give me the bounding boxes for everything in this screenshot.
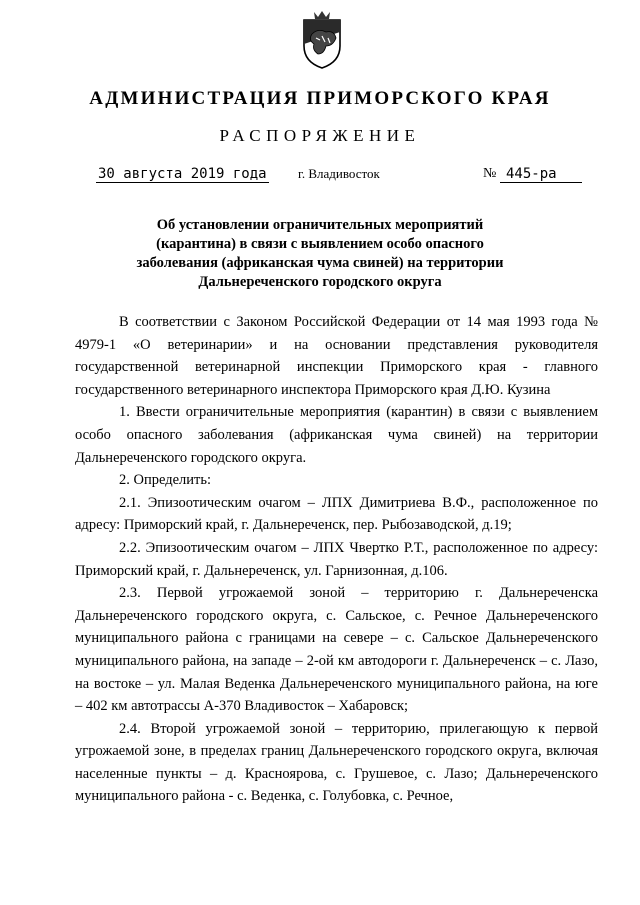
document-title: Об установлении ограничительных мероприятий (карантина) в связи с выявлением особо опасного заболевания (африканская чума свиней) на территории Дальнереченского городского округа [136,217,504,290]
document-date: 30 августа 2019 года [98,166,267,182]
paragraph-preamble: В соответствии с Законом Российской Федерации от 14 мая 1993 года № 4979-1 «О ветеринарии» и на основании представления руководителя государственной ветеринарной инспекции Приморского края - главного государственного ветеринарного инспектора Приморского края Д.Ю. Кузина [75,314,598,398]
paragraph-item-1: 1. Ввести ограничительные мероприятия (карантин) в связи с выявлением особо опасного заболевания (африканская чума свиней) на территории Дальнереченского городского округа. [75,404,598,466]
document-body [75,311,598,808]
paragraph-item-2-1: 2.1. Эпизоотическим очагом – ЛПХ Димитриева В.Ф., расположенное по адресу: Приморский край, г. Дальнереченск, пер. Рыбозаводской, д.19; [75,494,598,534]
paragraph-item-2-2: 2.2. Эпизоотическим очагом – ЛПХ Чвертко Р.Т., расположенное по адресу: Приморский край, г. Дальнереченск, ул. Гарнизонная, д.106. [75,539,598,579]
paragraph-item-2: 2. Определить: [119,472,212,489]
document-type: РАСПОРЯЖЕНИЕ [219,126,421,145]
document-number: 445-ра [500,166,582,183]
document-city: г. Владивосток [298,166,380,181]
organization-name: АДМИНИСТРАЦИЯ ПРИМОРСКОГО КРАЯ [89,88,551,109]
paragraph-item-2-4: 2.4. Второй угрожаемой зоной – территорию, прилегающую к первой угрожаемой зоне, в пределах границ Дальнереченского городского округа, включая населенные пункты – д. Красноярова, с. Грушевое, с. Лазо; Дальнереченского муниципального района - с. Веденка, с. Голубовка, с. Речное, [75,720,598,805]
document-number-label: № [483,166,497,181]
coat-of-arms-emblem [300,10,344,70]
paragraph-item-2-3: 2.3. Первой угрожаемой зоной – территорию г. Дальнереченска Дальнереченского городского округа, с. Сальское, с. Речное Дальнереченского муниципального района с границами на севере – с. Сальское Дальнереченского муниципального района, на западе – 2-ой км автодороги г. Дальнереченск – с. Лазо, на востоке – ул. Малая Веденка Дальнереченского муниципального района, на юге – 402 км автотрассы А-370 Владивосток – Хабаровск; [75,585,598,715]
